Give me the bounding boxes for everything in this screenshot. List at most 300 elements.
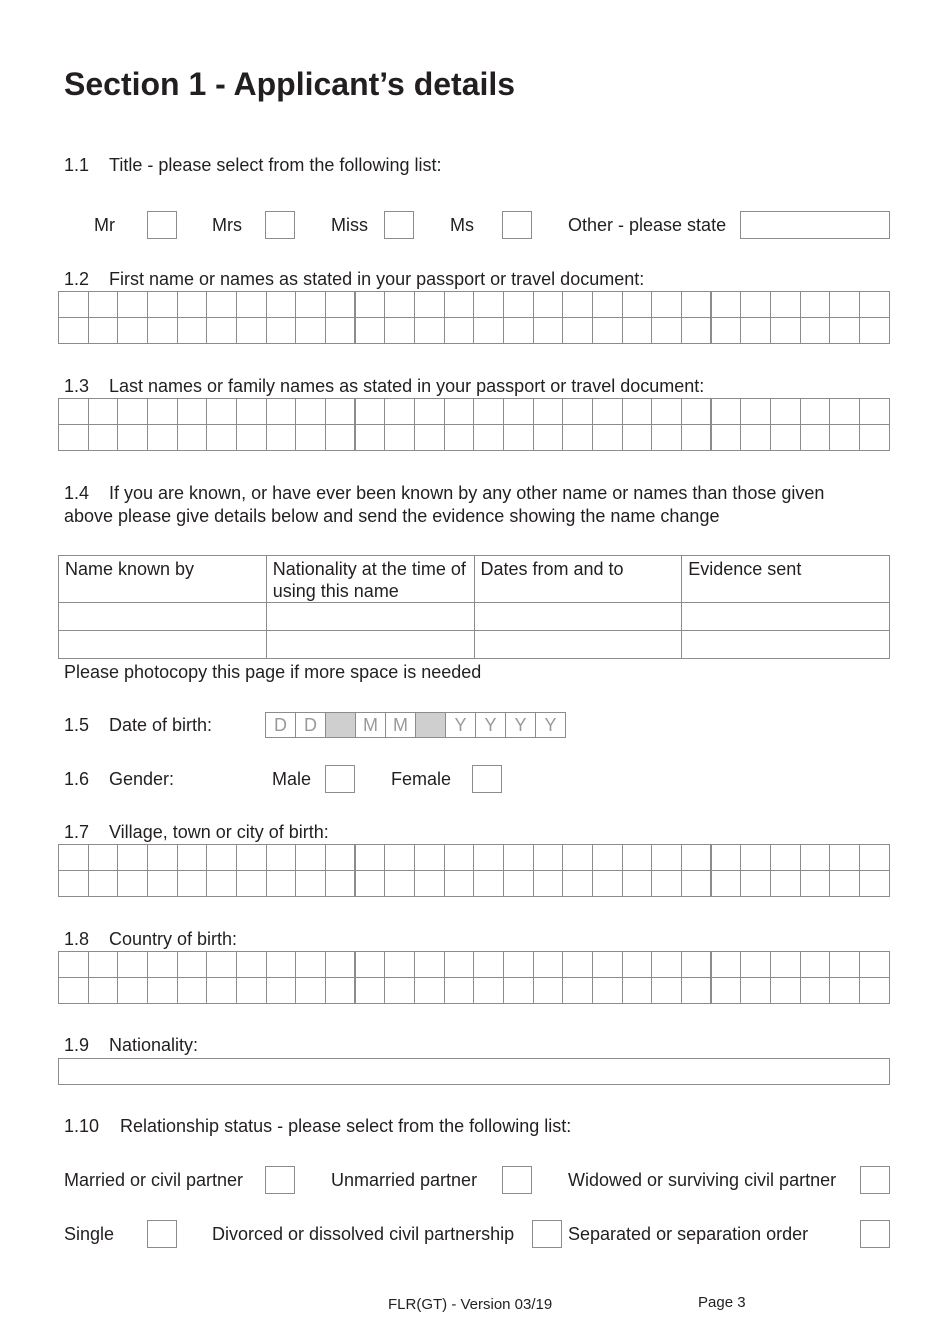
grid-cell[interactable]: [800, 978, 830, 1004]
grid-cell[interactable]: [444, 399, 474, 425]
grid-cell[interactable]: [771, 845, 801, 871]
grid-cell[interactable]: [118, 425, 148, 451]
status-married-label: Married or civil partner: [64, 1170, 244, 1190]
grid-cell[interactable]: [326, 952, 356, 978]
q1-5-number: 1.5: [64, 715, 90, 735]
grid-cell[interactable]: [326, 399, 356, 425]
name-known-by-cell[interactable]: [59, 631, 267, 659]
grid-cell[interactable]: [860, 318, 890, 344]
grid-cell[interactable]: [860, 871, 890, 897]
q1-4-line2: above please give details below and send the evidence showing the name change: [64, 506, 720, 526]
grid-cell[interactable]: [237, 399, 267, 425]
grid-cell[interactable]: [59, 952, 89, 978]
grid-cell[interactable]: [504, 845, 534, 871]
grid-cell[interactable]: [741, 845, 771, 871]
grid-cell[interactable]: [741, 292, 771, 318]
grid-cell[interactable]: [711, 292, 741, 318]
grid-cell[interactable]: [860, 845, 890, 871]
title-mrs-checkbox[interactable]: [265, 211, 295, 239]
q1-7-question: [64, 821, 329, 843]
grid-cell[interactable]: [326, 871, 356, 897]
grid-cell[interactable]: [622, 952, 652, 978]
grid-cell[interactable]: [593, 871, 623, 897]
grid-cell[interactable]: [593, 978, 623, 1004]
nationality-cell[interactable]: [266, 603, 474, 631]
grid-cell[interactable]: [177, 399, 207, 425]
grid-cell[interactable]: [296, 845, 326, 871]
title-miss-checkbox[interactable]: [384, 211, 414, 239]
grid-cell[interactable]: [177, 292, 207, 318]
name-known-by-cell[interactable]: [59, 603, 267, 631]
grid-cell[interactable]: [711, 845, 741, 871]
grid-cell[interactable]: [296, 952, 326, 978]
dob-separator: [326, 713, 356, 738]
grid-cell[interactable]: [148, 978, 178, 1004]
grid-cell[interactable]: [563, 978, 593, 1004]
grid-cell[interactable]: [533, 292, 563, 318]
title-miss-label: Miss: [331, 215, 368, 235]
q1-3-label: Last names or family names as stated in your passport or travel document:: [109, 376, 705, 396]
q1-10-number: 1.10: [64, 1116, 100, 1136]
grid-cell[interactable]: [237, 318, 267, 344]
grid-cell[interactable]: [266, 978, 296, 1004]
nationality-cell[interactable]: [266, 631, 474, 659]
grid-cell[interactable]: [385, 845, 415, 871]
grid-cell[interactable]: [415, 952, 445, 978]
grid-cell[interactable]: [563, 399, 593, 425]
grid-cell[interactable]: [563, 425, 593, 451]
grid-cell[interactable]: [118, 978, 148, 1004]
grid-cell[interactable]: [148, 952, 178, 978]
grid-cell[interactable]: [385, 425, 415, 451]
grid-cell[interactable]: [207, 318, 237, 344]
grid-cell[interactable]: [682, 845, 712, 871]
status-widowed-checkbox[interactable]: [860, 1166, 890, 1194]
grid-cell[interactable]: [118, 318, 148, 344]
dob-year-cell[interactable]: Y: [446, 713, 476, 738]
grid-cell[interactable]: [296, 871, 326, 897]
grid-cell[interactable]: [830, 952, 860, 978]
dob-year-cell[interactable]: Y: [536, 713, 566, 738]
q1-3-number: 1.3: [64, 376, 90, 396]
grid-cell[interactable]: [860, 952, 890, 978]
status-separated-checkbox[interactable]: [860, 1220, 890, 1248]
q1-1-question: [64, 154, 441, 176]
grid-cell[interactable]: [148, 292, 178, 318]
grid-cell[interactable]: [355, 399, 385, 425]
grid-cell[interactable]: [830, 845, 860, 871]
country-of-birth-grid[interactable]: [58, 951, 890, 1004]
grid-cell[interactable]: [533, 318, 563, 344]
grid-cell[interactable]: [444, 318, 474, 344]
grid-cell[interactable]: [800, 399, 830, 425]
grid-cell[interactable]: [474, 952, 504, 978]
grid-cell[interactable]: [355, 292, 385, 318]
grid-cell[interactable]: [622, 292, 652, 318]
q1-5-label: Date of birth:: [109, 715, 213, 735]
grid-cell[interactable]: [800, 425, 830, 451]
grid-cell[interactable]: [474, 845, 504, 871]
evidence-cell[interactable]: [682, 631, 890, 659]
grid-cell[interactable]: [118, 952, 148, 978]
grid-row: [59, 425, 890, 451]
grid-cell[interactable]: [207, 845, 237, 871]
grid-cell[interactable]: [771, 871, 801, 897]
grid-cell[interactable]: [504, 952, 534, 978]
header-nationality: Nationality at the time of using this name: [266, 556, 474, 603]
grid-cell[interactable]: [652, 845, 682, 871]
grid-cell[interactable]: [326, 845, 356, 871]
grid-cell[interactable]: [771, 952, 801, 978]
grid-cell[interactable]: [266, 871, 296, 897]
grid-cell[interactable]: [148, 318, 178, 344]
grid-cell[interactable]: [652, 318, 682, 344]
grid-cell[interactable]: [830, 871, 860, 897]
grid-cell[interactable]: [444, 952, 474, 978]
grid-cell[interactable]: [296, 399, 326, 425]
header-dates: Dates from and to: [474, 556, 682, 603]
grid-cell[interactable]: [771, 318, 801, 344]
grid-cell[interactable]: [415, 871, 445, 897]
grid-cell[interactable]: [533, 845, 563, 871]
grid-cell[interactable]: [266, 292, 296, 318]
grid-cell[interactable]: [682, 952, 712, 978]
q1-9-label: Nationality:: [109, 1035, 199, 1055]
grid-cell[interactable]: [385, 978, 415, 1004]
grid-cell[interactable]: [296, 425, 326, 451]
grid-cell[interactable]: [830, 399, 860, 425]
gender-female-checkbox[interactable]: [472, 765, 502, 793]
grid-cell[interactable]: [177, 952, 207, 978]
grid-cell[interactable]: [504, 978, 534, 1004]
grid-cell[interactable]: [237, 871, 267, 897]
status-separated-label: Separated or separation order: [568, 1224, 809, 1244]
grid-cell[interactable]: [593, 318, 623, 344]
grid-cell[interactable]: [326, 978, 356, 1004]
q1-1-number: 1.1: [64, 155, 90, 175]
q1-2-label: First name or names as stated in your passport or travel document:: [109, 269, 645, 289]
grid-cell[interactable]: [266, 845, 296, 871]
grid-cell[interactable]: [237, 978, 267, 1004]
status-unmarried-checkbox[interactable]: [502, 1166, 532, 1194]
grid-cell[interactable]: [711, 871, 741, 897]
grid-cell[interactable]: [622, 318, 652, 344]
grid-cell[interactable]: [504, 318, 534, 344]
grid-cell[interactable]: [652, 292, 682, 318]
grid-cell[interactable]: [237, 292, 267, 318]
grid-cell[interactable]: [800, 952, 830, 978]
grid-cell[interactable]: [88, 845, 118, 871]
grid-cell[interactable]: [741, 978, 771, 1004]
grid-cell[interactable]: [800, 845, 830, 871]
grid-cell[interactable]: [593, 952, 623, 978]
grid-cell[interactable]: [622, 978, 652, 1004]
gender-male-checkbox[interactable]: [325, 765, 355, 793]
dob-year-cell[interactable]: Y: [506, 713, 536, 738]
grid-cell[interactable]: [622, 399, 652, 425]
grid-cell[interactable]: [326, 425, 356, 451]
grid-cell[interactable]: [444, 845, 474, 871]
grid-cell[interactable]: [593, 292, 623, 318]
grid-cell[interactable]: [177, 871, 207, 897]
status-married-checkbox[interactable]: [265, 1166, 295, 1194]
dob-month-cell[interactable]: M: [356, 713, 386, 738]
dob-year-cell[interactable]: Y: [476, 713, 506, 738]
grid-cell[interactable]: [563, 318, 593, 344]
grid-cell[interactable]: [504, 871, 534, 897]
grid-cell[interactable]: [88, 978, 118, 1004]
grid-cell[interactable]: [355, 871, 385, 897]
grid-cell[interactable]: [563, 292, 593, 318]
grid-cell[interactable]: [415, 399, 445, 425]
grid-cell[interactable]: [474, 978, 504, 1004]
first-name-grid[interactable]: [58, 291, 890, 344]
last-name-grid[interactable]: [58, 398, 890, 451]
grid-cell[interactable]: [177, 978, 207, 1004]
other-names-header-row: [59, 556, 890, 603]
date-of-birth-input[interactable]: [265, 712, 566, 738]
nationality-input[interactable]: [58, 1058, 890, 1085]
grid-cell[interactable]: [533, 978, 563, 1004]
grid-cell[interactable]: [800, 871, 830, 897]
grid-cell[interactable]: [741, 318, 771, 344]
grid-cell[interactable]: [682, 292, 712, 318]
grid-cell[interactable]: [741, 399, 771, 425]
grid-cell[interactable]: [266, 425, 296, 451]
grid-cell[interactable]: [652, 425, 682, 451]
grid-cell[interactable]: [59, 292, 89, 318]
grid-cell[interactable]: [533, 952, 563, 978]
grid-cell[interactable]: [444, 871, 474, 897]
title-mr-checkbox[interactable]: [147, 211, 177, 239]
grid-cell[interactable]: [118, 871, 148, 897]
grid-cell[interactable]: [207, 425, 237, 451]
title-other-input[interactable]: [740, 211, 890, 239]
grid-cell[interactable]: [563, 845, 593, 871]
dates-cell[interactable]: [474, 631, 682, 659]
grid-cell[interactable]: [207, 978, 237, 1004]
q1-8-label: Country of birth:: [109, 929, 238, 949]
grid-cell[interactable]: [88, 871, 118, 897]
grid-cell[interactable]: [711, 399, 741, 425]
grid-cell[interactable]: [385, 399, 415, 425]
evidence-cell[interactable]: [682, 603, 890, 631]
grid-cell[interactable]: [474, 292, 504, 318]
grid-cell[interactable]: [415, 425, 445, 451]
page-number: Page 3: [698, 1294, 746, 1311]
grid-cell[interactable]: [682, 318, 712, 344]
grid-cell[interactable]: [355, 845, 385, 871]
grid-cell[interactable]: [59, 871, 89, 897]
q1-6-number: 1.6: [64, 769, 90, 789]
grid-cell[interactable]: [682, 871, 712, 897]
status-unmarried-label: Unmarried partner: [331, 1170, 478, 1190]
grid-cell[interactable]: [118, 845, 148, 871]
grid-cell[interactable]: [741, 952, 771, 978]
grid-cell[interactable]: [652, 952, 682, 978]
grid-cell[interactable]: [563, 871, 593, 897]
grid-cell[interactable]: [622, 845, 652, 871]
grid-cell[interactable]: [59, 318, 89, 344]
grid-cell[interactable]: [711, 978, 741, 1004]
grid-cell[interactable]: [118, 399, 148, 425]
grid-cell[interactable]: [296, 318, 326, 344]
grid-cell[interactable]: [682, 978, 712, 1004]
grid-cell[interactable]: [207, 292, 237, 318]
grid-cell[interactable]: [385, 871, 415, 897]
grid-cell[interactable]: [148, 399, 178, 425]
table-row: [59, 603, 890, 631]
grid-cell[interactable]: [533, 871, 563, 897]
grid-cell[interactable]: [177, 425, 207, 451]
grid-row: [59, 952, 890, 978]
grid-cell[interactable]: [415, 292, 445, 318]
grid-cell[interactable]: [148, 425, 178, 451]
grid-cell[interactable]: [296, 292, 326, 318]
grid-cell[interactable]: [622, 871, 652, 897]
grid-cell[interactable]: [177, 845, 207, 871]
place-of-birth-grid[interactable]: [58, 844, 890, 897]
grid-cell[interactable]: [59, 845, 89, 871]
grid-cell[interactable]: [88, 952, 118, 978]
grid-cell[interactable]: [860, 292, 890, 318]
grid-cell[interactable]: [444, 292, 474, 318]
grid-cell[interactable]: [474, 425, 504, 451]
grid-cell[interactable]: [682, 399, 712, 425]
q1-8-question: [64, 928, 237, 950]
dob-day-cell[interactable]: D: [296, 713, 326, 738]
grid-cell[interactable]: [444, 425, 474, 451]
status-widowed-label: Widowed or surviving civil partner: [568, 1170, 837, 1190]
grid-cell[interactable]: [593, 425, 623, 451]
grid-cell[interactable]: [88, 425, 118, 451]
grid-cell[interactable]: [474, 318, 504, 344]
q1-1-label: Title - please select from the following list:: [109, 155, 442, 175]
grid-row: [59, 978, 890, 1004]
grid-cell[interactable]: [771, 425, 801, 451]
grid-cell[interactable]: [504, 399, 534, 425]
grid-cell[interactable]: [415, 845, 445, 871]
grid-cell[interactable]: [682, 425, 712, 451]
grid-cell[interactable]: [59, 978, 89, 1004]
title-ms-label: Ms: [450, 215, 474, 235]
grid-cell[interactable]: [148, 845, 178, 871]
status-single-label: Single: [64, 1224, 115, 1244]
grid-cell[interactable]: [88, 318, 118, 344]
grid-cell[interactable]: [830, 318, 860, 344]
grid-cell[interactable]: [860, 978, 890, 1004]
grid-cell[interactable]: [860, 425, 890, 451]
grid-cell[interactable]: [385, 292, 415, 318]
dob-day-cell[interactable]: D: [266, 713, 296, 738]
grid-cell[interactable]: [355, 952, 385, 978]
grid-cell[interactable]: [415, 978, 445, 1004]
grid-cell[interactable]: [207, 871, 237, 897]
q1-9-number: 1.9: [64, 1035, 90, 1055]
grid-cell[interactable]: [474, 871, 504, 897]
header-evidence-sent: Evidence sent: [682, 556, 890, 603]
grid-cell[interactable]: [148, 871, 178, 897]
dob-month-cell[interactable]: M: [386, 713, 416, 738]
grid-cell[interactable]: [711, 425, 741, 451]
grid-cell[interactable]: [504, 425, 534, 451]
grid-cell[interactable]: [355, 318, 385, 344]
grid-cell[interactable]: [444, 978, 474, 1004]
grid-cell[interactable]: [830, 978, 860, 1004]
grid-cell[interactable]: [59, 399, 89, 425]
grid-cell[interactable]: [177, 318, 207, 344]
grid-cell[interactable]: [711, 952, 741, 978]
grid-row: [59, 292, 890, 318]
grid-cell[interactable]: [622, 425, 652, 451]
q1-2-number: 1.2: [64, 269, 90, 289]
q1-7-label: Village, town or city of birth:: [109, 822, 329, 842]
grid-cell[interactable]: [237, 845, 267, 871]
status-single-checkbox[interactable]: [147, 1220, 177, 1248]
grid-cell[interactable]: [385, 318, 415, 344]
grid-cell[interactable]: [474, 399, 504, 425]
grid-cell[interactable]: [266, 318, 296, 344]
title-ms-checkbox[interactable]: [502, 211, 532, 239]
q1-9-question: [64, 1034, 198, 1056]
grid-cell[interactable]: [237, 425, 267, 451]
grid-cell[interactable]: [326, 318, 356, 344]
grid-cell[interactable]: [207, 952, 237, 978]
grid-cell[interactable]: [296, 978, 326, 1004]
grid-cell[interactable]: [415, 318, 445, 344]
grid-cell[interactable]: [800, 292, 830, 318]
dates-cell[interactable]: [474, 603, 682, 631]
gender-male-label: Male: [272, 769, 312, 789]
grid-cell[interactable]: [207, 399, 237, 425]
grid-cell[interactable]: [593, 399, 623, 425]
title-mr-label: Mr: [94, 215, 115, 235]
grid-cell[interactable]: [771, 399, 801, 425]
status-divorced-checkbox[interactable]: [532, 1220, 562, 1248]
grid-cell[interactable]: [266, 952, 296, 978]
grid-cell[interactable]: [652, 978, 682, 1004]
grid-cell[interactable]: [563, 952, 593, 978]
grid-cell[interactable]: [830, 425, 860, 451]
grid-cell[interactable]: [800, 318, 830, 344]
grid-cell[interactable]: [266, 399, 296, 425]
grid-cell[interactable]: [652, 399, 682, 425]
grid-cell[interactable]: [237, 952, 267, 978]
grid-cell[interactable]: [355, 425, 385, 451]
grid-cell[interactable]: [88, 292, 118, 318]
grid-cell[interactable]: [711, 318, 741, 344]
grid-cell[interactable]: [355, 978, 385, 1004]
grid-cell[interactable]: [385, 952, 415, 978]
grid-cell[interactable]: [504, 292, 534, 318]
grid-cell[interactable]: [652, 871, 682, 897]
grid-cell[interactable]: [830, 292, 860, 318]
grid-cell[interactable]: [533, 399, 563, 425]
grid-cell[interactable]: [533, 425, 563, 451]
grid-cell[interactable]: [593, 845, 623, 871]
grid-cell[interactable]: [118, 292, 148, 318]
grid-cell[interactable]: [771, 292, 801, 318]
grid-cell[interactable]: [741, 425, 771, 451]
grid-cell[interactable]: [741, 871, 771, 897]
grid-cell[interactable]: [771, 978, 801, 1004]
grid-cell[interactable]: [88, 399, 118, 425]
q1-10-question: [64, 1115, 571, 1137]
grid-cell[interactable]: [860, 399, 890, 425]
section-title: Section 1 - Applicant’s details: [64, 66, 516, 102]
grid-cell[interactable]: [326, 292, 356, 318]
grid-cell[interactable]: [59, 425, 89, 451]
